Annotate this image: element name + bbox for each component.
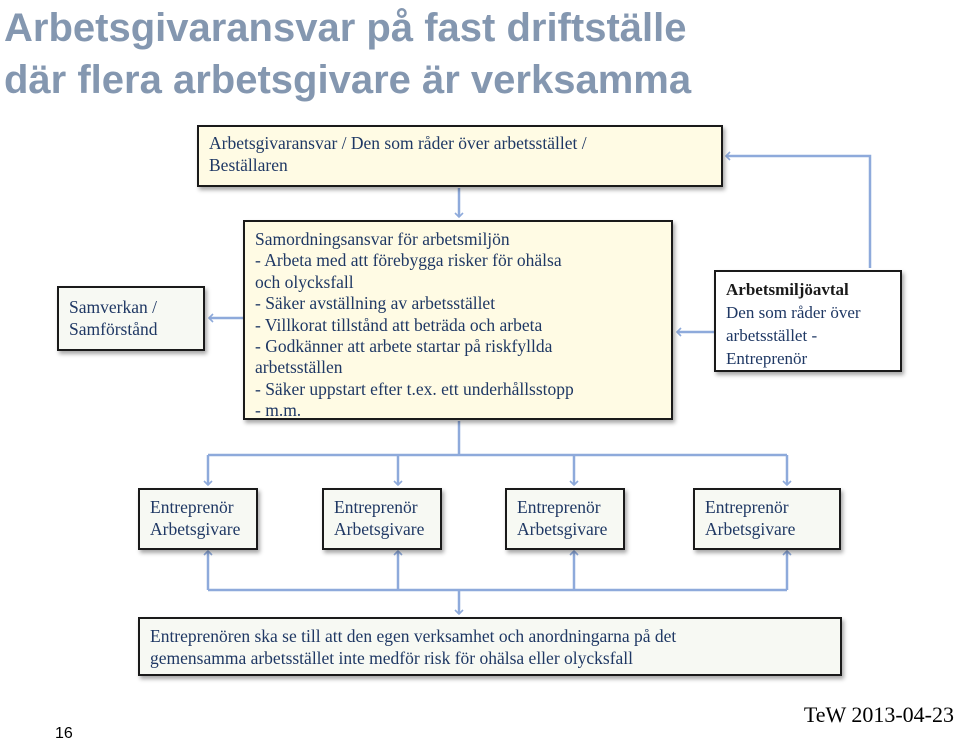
box-samordningsansvar: Samordningsansvar för arbetsmiljön - Arbeta med att förebygga risker för ohälsa och olycksfall - Säker avställning av arbetsstället - Villkorat tillstånd att beträda och arbeta - Godkänner att arbete startar på riskfyllda arbetsställen - Säker uppstart efter t.ex. ett underhållsstopp - m.m.	[243, 220, 673, 420]
box-entreprenor-2	[322, 488, 442, 550]
arbetsgivare-label: Arbetsgivare	[517, 519, 608, 539]
arbetsgivare-label: Arbetsgivare	[705, 519, 796, 539]
box-entreprenor-3	[505, 488, 625, 550]
entreprenor-label: Entreprenör	[517, 497, 601, 517]
avtal-body: Den som råder över arbetsstället - Entreprenör	[726, 303, 861, 368]
box-entreprenoren-ansvar: Entreprenören ska se till att den egen verksamhet och anordningarna på det gemensamma arbetsstället inte medför risk för ohälsa eller olycksfall	[138, 617, 842, 676]
entreprenor-label: Entreprenör	[150, 497, 234, 517]
box-entreprenor-1	[138, 488, 258, 550]
page-number: 16	[55, 725, 73, 742]
entreprenor-label: Entreprenör	[705, 497, 789, 517]
title-line-1: Arbetsgivaransvar på fast driftställe	[4, 6, 687, 50]
box-arbetsmiljoavtal	[714, 270, 902, 372]
box-entreprenor-4	[693, 488, 841, 550]
box-samverkan: Samverkan / Samförstånd	[57, 286, 205, 351]
title-line-2: där flera arbetsgivare är verksamma	[4, 58, 692, 102]
footer-date: TeW 2013-04-23	[803, 702, 954, 727]
entreprenor-label: Entreprenör	[334, 497, 418, 517]
arbetsgivare-label: Arbetsgivare	[150, 519, 241, 539]
avtal-title: Arbetsmiljöavtal	[726, 280, 849, 299]
arbetsgivare-label: Arbetsgivare	[334, 519, 425, 539]
arrow-avtal-to-top	[726, 156, 870, 268]
box-arbetsgivaransvar: Arbetsgivaransvar / Den som råder över arbetsstället / Beställaren	[197, 125, 723, 187]
